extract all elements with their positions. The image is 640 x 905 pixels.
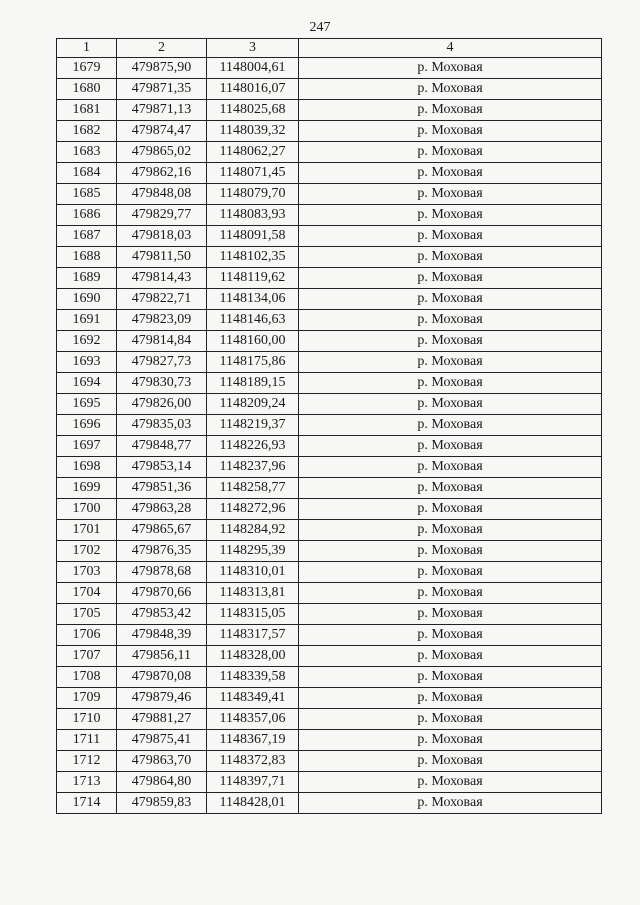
y-coordinate-cell: 1148295,39: [207, 541, 299, 562]
y-coordinate-cell: 1148372,83: [207, 751, 299, 772]
y-coordinate-cell: 1148219,37: [207, 415, 299, 436]
point-number-cell: 1680: [57, 79, 117, 100]
y-coordinate-cell: 1148071,45: [207, 163, 299, 184]
y-coordinate-cell: 1148237,96: [207, 457, 299, 478]
point-number-cell: 1714: [57, 793, 117, 814]
point-number-cell: 1692: [57, 331, 117, 352]
table-row: [57, 562, 602, 583]
point-number-cell: 1696: [57, 415, 117, 436]
column-header-3: 3: [207, 39, 299, 58]
x-coordinate-cell: 479853,42: [117, 604, 207, 625]
description-cell: р. Моховая: [299, 163, 602, 184]
x-coordinate-cell: 479859,83: [117, 793, 207, 814]
description-cell: р. Моховая: [299, 457, 602, 478]
description-cell: р. Моховая: [299, 667, 602, 688]
y-coordinate-cell: 1148091,58: [207, 226, 299, 247]
description-cell: р. Моховая: [299, 625, 602, 646]
x-coordinate-cell: 479875,41: [117, 730, 207, 751]
y-coordinate-cell: 1148310,01: [207, 562, 299, 583]
point-number-cell: 1688: [57, 247, 117, 268]
point-number-cell: 1713: [57, 772, 117, 793]
x-coordinate-cell: 479818,03: [117, 226, 207, 247]
column-header-4: 4: [299, 39, 602, 58]
x-coordinate-cell: 479851,36: [117, 478, 207, 499]
point-number-cell: 1698: [57, 457, 117, 478]
table-row: [57, 331, 602, 352]
description-cell: р. Моховая: [299, 226, 602, 247]
y-coordinate-cell: 1148317,57: [207, 625, 299, 646]
table-row: [57, 793, 602, 814]
x-coordinate-cell: 479823,09: [117, 310, 207, 331]
table-row: [57, 583, 602, 604]
y-coordinate-cell: 1148004,61: [207, 58, 299, 79]
x-coordinate-cell: 479874,47: [117, 121, 207, 142]
x-coordinate-cell: 479814,43: [117, 268, 207, 289]
y-coordinate-cell: 1148272,96: [207, 499, 299, 520]
y-coordinate-cell: 1148328,00: [207, 646, 299, 667]
x-coordinate-cell: 479827,73: [117, 352, 207, 373]
point-number-cell: 1693: [57, 352, 117, 373]
point-number-cell: 1684: [57, 163, 117, 184]
table-row: [57, 142, 602, 163]
x-coordinate-cell: 479870,66: [117, 583, 207, 604]
x-coordinate-cell: 479826,00: [117, 394, 207, 415]
description-cell: р. Моховая: [299, 394, 602, 415]
description-cell: р. Моховая: [299, 604, 602, 625]
y-coordinate-cell: 1148284,92: [207, 520, 299, 541]
description-cell: р. Моховая: [299, 583, 602, 604]
table-row: [57, 520, 602, 541]
x-coordinate-cell: 479865,02: [117, 142, 207, 163]
point-number-cell: 1708: [57, 667, 117, 688]
point-number-cell: 1707: [57, 646, 117, 667]
description-cell: р. Моховая: [299, 289, 602, 310]
coordinates-table: [56, 38, 602, 814]
table-row: [57, 751, 602, 772]
description-cell: р. Моховая: [299, 499, 602, 520]
table-row: [57, 79, 602, 100]
x-coordinate-cell: 479863,70: [117, 751, 207, 772]
table-row: [57, 499, 602, 520]
y-coordinate-cell: 1148258,77: [207, 478, 299, 499]
description-cell: р. Моховая: [299, 247, 602, 268]
x-coordinate-cell: 479811,50: [117, 247, 207, 268]
description-cell: р. Моховая: [299, 751, 602, 772]
point-number-cell: 1682: [57, 121, 117, 142]
column-header-1: 1: [57, 39, 117, 58]
table-row: [57, 478, 602, 499]
point-number-cell: 1700: [57, 499, 117, 520]
point-number-cell: 1687: [57, 226, 117, 247]
point-number-cell: 1695: [57, 394, 117, 415]
y-coordinate-cell: 1148016,07: [207, 79, 299, 100]
x-coordinate-cell: 479814,84: [117, 331, 207, 352]
y-coordinate-cell: 1148339,58: [207, 667, 299, 688]
description-cell: р. Моховая: [299, 184, 602, 205]
y-coordinate-cell: 1148367,19: [207, 730, 299, 751]
table-body: [57, 58, 602, 814]
description-cell: р. Моховая: [299, 310, 602, 331]
x-coordinate-cell: 479876,35: [117, 541, 207, 562]
table-row: [57, 730, 602, 751]
table-row: [57, 604, 602, 625]
y-coordinate-cell: 1148062,27: [207, 142, 299, 163]
page-number: 247: [309, 20, 331, 35]
x-coordinate-cell: 479822,71: [117, 289, 207, 310]
table-row: [57, 247, 602, 268]
point-number-cell: 1702: [57, 541, 117, 562]
table-row: [57, 58, 602, 79]
x-coordinate-cell: 479871,13: [117, 100, 207, 121]
x-coordinate-cell: 479875,90: [117, 58, 207, 79]
x-coordinate-cell: 479863,28: [117, 499, 207, 520]
point-number-cell: 1705: [57, 604, 117, 625]
y-coordinate-cell: 1148315,05: [207, 604, 299, 625]
y-coordinate-cell: 1148102,35: [207, 247, 299, 268]
x-coordinate-cell: 479879,46: [117, 688, 207, 709]
column-header-2: 2: [117, 39, 207, 58]
y-coordinate-cell: 1148357,06: [207, 709, 299, 730]
table-row: [57, 373, 602, 394]
y-coordinate-cell: 1148039,32: [207, 121, 299, 142]
x-coordinate-cell: 479835,03: [117, 415, 207, 436]
table-row: [57, 709, 602, 730]
description-cell: р. Моховая: [299, 79, 602, 100]
table-row: [57, 226, 602, 247]
table-row: [57, 352, 602, 373]
description-cell: р. Моховая: [299, 415, 602, 436]
y-coordinate-cell: 1148428,01: [207, 793, 299, 814]
table-row: [57, 688, 602, 709]
x-coordinate-cell: 479848,39: [117, 625, 207, 646]
description-cell: р. Моховая: [299, 562, 602, 583]
point-number-cell: 1701: [57, 520, 117, 541]
description-cell: р. Моховая: [299, 478, 602, 499]
description-cell: р. Моховая: [299, 205, 602, 226]
table-row: [57, 205, 602, 226]
description-cell: р. Моховая: [299, 730, 602, 751]
description-cell: р. Моховая: [299, 772, 602, 793]
x-coordinate-cell: 479830,73: [117, 373, 207, 394]
x-coordinate-cell: 479848,77: [117, 436, 207, 457]
table-header-row: [57, 39, 602, 58]
point-number-cell: 1697: [57, 436, 117, 457]
point-number-cell: 1699: [57, 478, 117, 499]
point-number-cell: 1681: [57, 100, 117, 121]
y-coordinate-cell: 1148189,15: [207, 373, 299, 394]
table-row: [57, 394, 602, 415]
x-coordinate-cell: 479865,67: [117, 520, 207, 541]
table-row: [57, 163, 602, 184]
x-coordinate-cell: 479871,35: [117, 79, 207, 100]
table-row: [57, 436, 602, 457]
x-coordinate-cell: 479856,11: [117, 646, 207, 667]
description-cell: р. Моховая: [299, 793, 602, 814]
y-coordinate-cell: 1148226,93: [207, 436, 299, 457]
point-number-cell: 1706: [57, 625, 117, 646]
point-number-cell: 1704: [57, 583, 117, 604]
description-cell: р. Моховая: [299, 352, 602, 373]
point-number-cell: 1694: [57, 373, 117, 394]
description-cell: р. Моховая: [299, 646, 602, 667]
table-row: [57, 100, 602, 121]
y-coordinate-cell: 1148079,70: [207, 184, 299, 205]
point-number-cell: 1712: [57, 751, 117, 772]
description-cell: р. Моховая: [299, 58, 602, 79]
point-number-cell: 1703: [57, 562, 117, 583]
y-coordinate-cell: 1148134,06: [207, 289, 299, 310]
description-cell: р. Моховая: [299, 373, 602, 394]
table-row: [57, 772, 602, 793]
table-row: [57, 457, 602, 478]
table-row: [57, 310, 602, 331]
description-cell: р. Моховая: [299, 541, 602, 562]
description-cell: р. Моховая: [299, 688, 602, 709]
x-coordinate-cell: 479848,08: [117, 184, 207, 205]
point-number-cell: 1709: [57, 688, 117, 709]
x-coordinate-cell: 479864,80: [117, 772, 207, 793]
table-row: [57, 625, 602, 646]
x-coordinate-cell: 479881,27: [117, 709, 207, 730]
y-coordinate-cell: 1148175,86: [207, 352, 299, 373]
x-coordinate-cell: 479853,14: [117, 457, 207, 478]
y-coordinate-cell: 1148146,63: [207, 310, 299, 331]
description-cell: р. Моховая: [299, 331, 602, 352]
description-cell: р. Моховая: [299, 268, 602, 289]
description-cell: р. Моховая: [299, 520, 602, 541]
table-row: [57, 646, 602, 667]
point-number-cell: 1710: [57, 709, 117, 730]
description-cell: р. Моховая: [299, 436, 602, 457]
point-number-cell: 1685: [57, 184, 117, 205]
table-row: [57, 289, 602, 310]
table-row: [57, 184, 602, 205]
y-coordinate-cell: 1148083,93: [207, 205, 299, 226]
description-cell: р. Моховая: [299, 709, 602, 730]
x-coordinate-cell: 479862,16: [117, 163, 207, 184]
table-row: [57, 541, 602, 562]
point-number-cell: 1686: [57, 205, 117, 226]
point-number-cell: 1689: [57, 268, 117, 289]
y-coordinate-cell: 1148209,24: [207, 394, 299, 415]
y-coordinate-cell: 1148349,41: [207, 688, 299, 709]
table-row: [57, 121, 602, 142]
table-row: [57, 268, 602, 289]
x-coordinate-cell: 479829,77: [117, 205, 207, 226]
point-number-cell: 1691: [57, 310, 117, 331]
description-cell: р. Моховая: [299, 142, 602, 163]
y-coordinate-cell: 1148397,71: [207, 772, 299, 793]
y-coordinate-cell: 1148025,68: [207, 100, 299, 121]
y-coordinate-cell: 1148313,81: [207, 583, 299, 604]
description-cell: р. Моховая: [299, 100, 602, 121]
point-number-cell: 1683: [57, 142, 117, 163]
y-coordinate-cell: 1148119,62: [207, 268, 299, 289]
description-cell: р. Моховая: [299, 121, 602, 142]
point-number-cell: 1711: [57, 730, 117, 751]
y-coordinate-cell: 1148160,00: [207, 331, 299, 352]
x-coordinate-cell: 479878,68: [117, 562, 207, 583]
table-row: [57, 415, 602, 436]
table-row: [57, 667, 602, 688]
x-coordinate-cell: 479870,08: [117, 667, 207, 688]
point-number-cell: 1690: [57, 289, 117, 310]
point-number-cell: 1679: [57, 58, 117, 79]
